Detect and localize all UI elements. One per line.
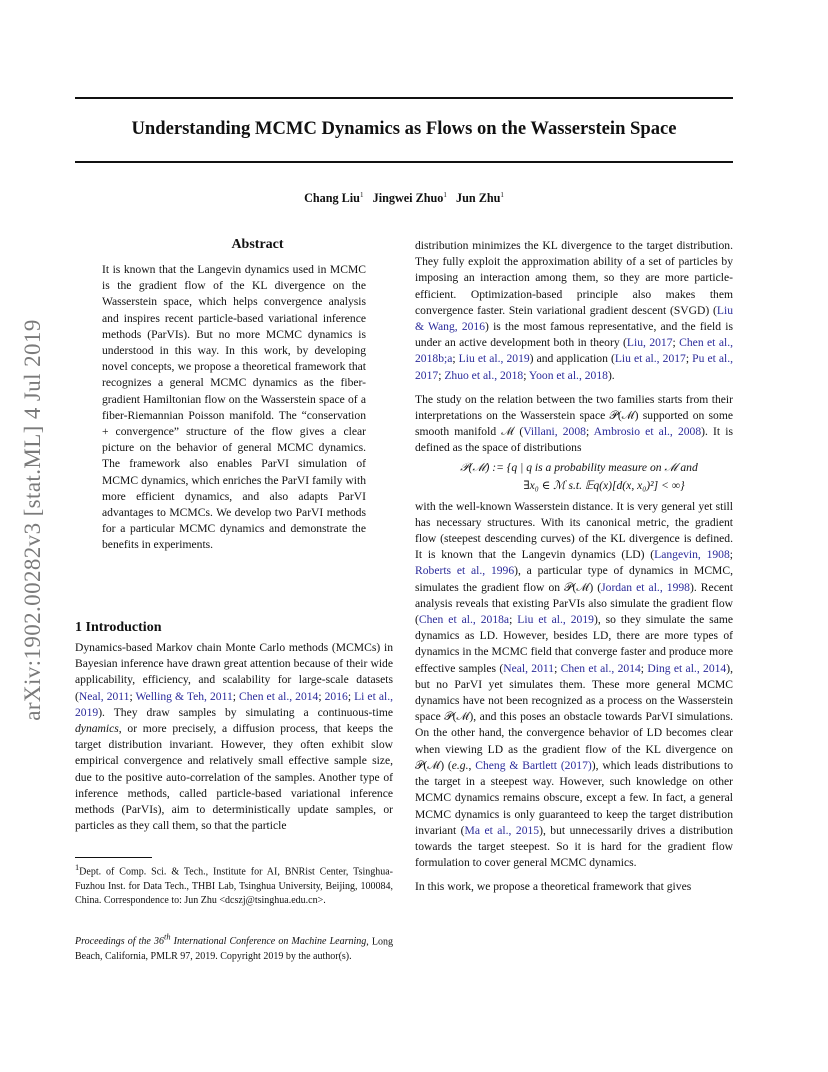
citation-link[interactable]: Neal, 2011 xyxy=(78,689,130,703)
citation-link[interactable]: Liu et al., 2017 xyxy=(614,352,686,366)
equation-line: ∃x₀ ∈ ℳ s.t. 𝔼q(x)[d(x, x₀)²] < ∞} xyxy=(523,478,685,492)
section-heading: 1 Introduction xyxy=(75,620,162,635)
footnote-rule xyxy=(75,857,152,858)
proceedings-note: Proceedings of the 36th International Conference on Machine Learning, Long Beach, California, PMLR 97, 2019. Copyright 2019 by the author(s). xyxy=(75,933,394,962)
citation-link[interactable]: Liu & Wang, 2016 xyxy=(415,303,733,334)
author-list xyxy=(75,191,733,206)
body-paragraph: In this work, we propose a theoretical framework that gives xyxy=(415,880,692,894)
emphasis: dynamics xyxy=(75,722,119,736)
citation-link[interactable]: Ma et al., 2015 xyxy=(464,823,540,837)
title-bottom-rule xyxy=(75,161,733,163)
author-name: Jun Zhu xyxy=(456,191,501,206)
citation-link[interactable]: Chen et al., 2018a xyxy=(418,613,510,627)
citation-link[interactable]: Langevin, 1908 xyxy=(654,548,730,562)
abstract-heading: Abstract xyxy=(231,237,284,252)
citation-link[interactable]: 2016 xyxy=(324,689,348,703)
arxiv-watermark: arXiv:1902.00282v3 [stat.ML] 4 Jul 2019 xyxy=(20,319,45,721)
citation-link[interactable]: Liu et al., 2019 xyxy=(517,613,594,627)
citation-link[interactable]: Chen et al., 2018b;a xyxy=(415,336,733,366)
citation-link[interactable]: Chen et al., 2014 xyxy=(239,689,319,703)
body-paragraph: The study on the relation between the two families starts from their interpretations on the Wasserstein space 𝒫(ℳ) supported on some smooth manifold ℳ (Villani, 2008; Ambrosio et al., 2008). It is defined as the space of distributions xyxy=(415,392,733,455)
citation-link[interactable]: Villani, 2008 xyxy=(523,425,586,439)
citation-link[interactable]: Zhuo et al., 2018 xyxy=(444,368,524,382)
wasserstein-space-equation xyxy=(415,459,733,495)
body-paragraph: distribution minimizes the KL divergence to the target distribution. They fully exploit the approximation ability of a set of particles by imposing an interaction among them, so they are more particle-efficient. Optimization-based principle also makes them convergence faster. Stein variational gradient descent (SVGD) (Liu & Wang, 2016) is the most famous representative, and the field is under an active development both in theory (Liu, 2017; Chen et al., 2018b;a; Liu et al., 2019) and application (Liu et al., 2017; Pu et al., 2017; Zhuo et al., 2018; Yoon et al., 2018). xyxy=(415,239,734,382)
citation-link[interactable]: Welling & Teh, 2011 xyxy=(135,689,233,703)
citation-link[interactable]: Jordan et al., 1998 xyxy=(601,580,690,594)
right-column xyxy=(415,238,733,904)
citation-link[interactable]: Neal, 2011 xyxy=(503,661,555,675)
abstract-text: It is known that the Langevin dynamics used in MCMC is the gradient flow of the KL divergence on the Wasserstein space, which helps convergence analysis and inspires recent particle-based variational inference methods (ParVIs). But no more MCMC dynamics is understood in this way. In this work, by developing novel concepts, we propose a theoretical framework that recognizes a general MCMC dynamics as the fiber-gradient Hamiltonian flow on the Wasserstein space of a fiber-Riemannian Poisson manifold. The “conservation + convergence” structure of the flow gives a clear picture on the behavior of general MCMC dynamics. The framework also enables ParVI simulation of MCMC dynamics, which enriches the ParVI family with more efficient dynamics, and also adapts ParVI advantages to MCMCs. We develop two ParVI methods for a particular MCMC dynamics and demonstrate the benefits in experiments. xyxy=(102,263,366,552)
body-paragraph: with the well-known Wasserstein distance. It is very general yet still has necessary structures. With its canonical metric, the gradient flow (steepest descending curves) of the KL divergence is defined. It is known that the Langevin dynamics (LD) (Langevin, 1908; Roberts et al., 1996), a particular type of dynamics in MCMC, simulates the gradient flow on 𝒫(ℳ) (Jordan et al., 1998). Recent analysis reveals that existing ParVIs also simulate the gradient flow (Chen et al., 2018a; Liu et al., 2019), so they simulate the same dynamics as LD. However, besides LD, there are more types of dynamics in the MCMC field that converge faster and produce more effective samples (Neal, 2011; Chen et al., 2014; Ding et al., 2014), but no ParVI yet simulates them. These more general MCMC dynamics have not been recognized as a process on the Wasserstein space 𝒫(ℳ), and this poses an obstacle towards ParVI simulations. On the other hand, the convergence behavior of LD becomes clear when viewing LD as the gradient flow of the KL divergence on 𝒫(ℳ) (e.g., Cheng & Bartlett (2017)), which leads distributions to the target in a steepest way. However, such knowledge on other MCMC dynamics remains obscure, except a few. In fact, a general MCMC dynamics is only guaranteed to keep the target distribution invariant (Ma et al., 2015), but unnecessarily drives a distribution towards the target steepest. So it is hard for the gradient flow formulation to cover general MCMC dynamics. xyxy=(415,499,734,870)
affiliation-mark: 1 xyxy=(443,191,447,199)
affiliation-footnote: $^1$Dept. of Comp. Sci. & Tech., Institute for AI, BNRist Center, Tsinghua-Fuzhou Inst. for Data Tech., THBI Lab, Tsinghua University, Beijing, 100084, China. Correspondence to: Jun Zhu <dcszj@tsinghua.edu.cn>. xyxy=(75,863,393,907)
citation-link[interactable]: Ding et al., 2014 xyxy=(647,661,727,675)
affiliation-mark: 1 xyxy=(500,191,504,199)
affiliation-mark: 1 xyxy=(359,191,364,199)
citation-link[interactable]: Ambrosio et al., 2008 xyxy=(593,425,702,439)
citation-link[interactable]: Roberts et al., 1996 xyxy=(415,564,515,578)
footnote-mark: 1 xyxy=(75,863,80,872)
citation-link[interactable]: Cheng & Bartlett (2017) xyxy=(475,758,592,772)
citation-link[interactable]: Pu et al., 2017 xyxy=(415,352,734,382)
citation-link[interactable]: Liu, 2017 xyxy=(626,336,673,350)
citation-link[interactable]: Yoon et al., 2018 xyxy=(528,368,608,382)
paper-title: Understanding MCMC Dynamics as Flows on the Wasserstein Space xyxy=(131,118,677,139)
intro-paragraph: Dynamics-based Markov chain Monte Carlo methods (MCMCs) in Bayesian inference have drawn great attention because of their wide applicability, efficiency, and scalability for large-scale datasets (Neal, 2011; Welling & Teh, 2011; Chen et al., 2014; 2016; Li et al., 2019). They draw samples by simulating a continuous-time dynamics, or more precisely, a diffusion process, that keeps the target distribution invariant. However, they often exhibit slow empirical convergence and relatively small effective sample size, due to the positive auto-correlation of the samples. Another type of inference methods, called particle-based variational inference methods (ParVIs), aim to deterministically update samples, or particles as they call them, so that the particle xyxy=(75,641,393,833)
author-name: Jingwei Zhuo xyxy=(372,191,444,206)
top-rule xyxy=(75,97,733,99)
citation-link[interactable]: Li et al., 2019 xyxy=(75,689,393,719)
author-name: Chang Liu xyxy=(304,191,360,206)
citation-link[interactable]: Liu et al., 2019 xyxy=(458,352,530,366)
citation-link[interactable]: Chen et al., 2014 xyxy=(560,661,641,675)
equation-line: 𝒫(ℳ) := {q | q is a probability measure on ℳ and xyxy=(460,460,698,474)
